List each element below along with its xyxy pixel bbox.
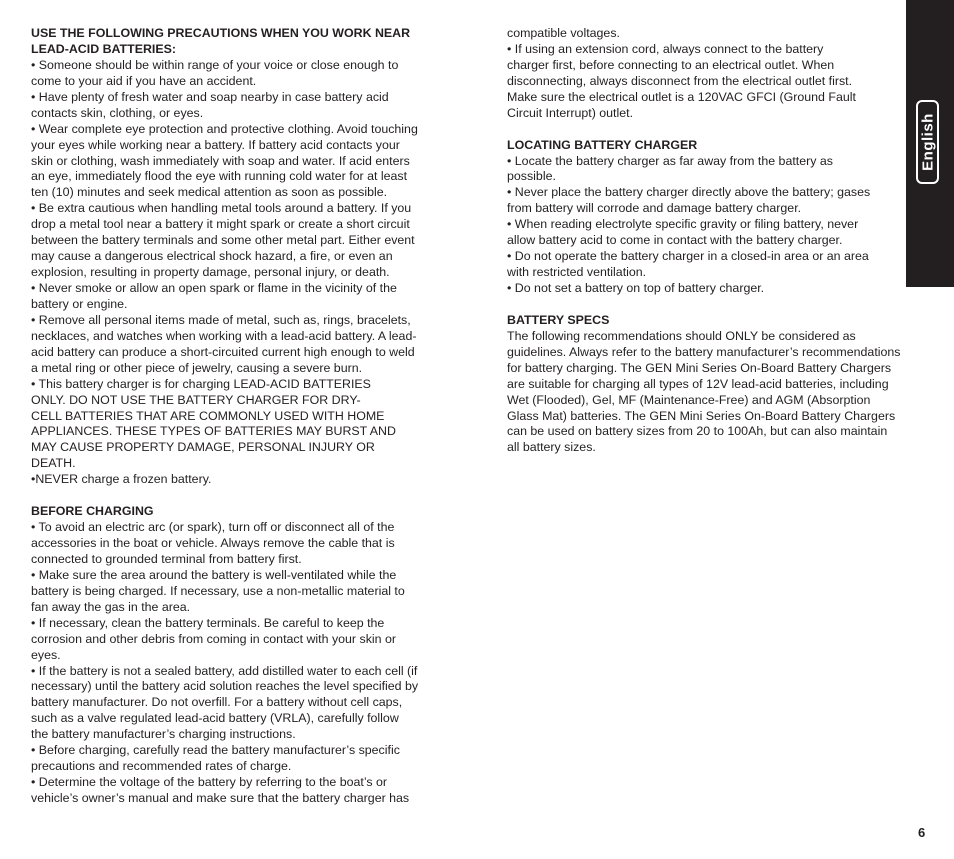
- body-text-line: • Locate the battery charger as far away from the battery as: [507, 153, 833, 168]
- section-heading-line: BEFORE CHARGING: [31, 504, 154, 519]
- body-text-line: skin or clothing, wash immediately with soap and water. If acid enters: [31, 153, 410, 168]
- body-text-line: battery manufacturer. Do not overfill. For a battery without cell caps,: [31, 695, 403, 710]
- body-text-line: accessories in the boat or vehicle. Always remove the cable that is: [31, 536, 395, 550]
- body-text-line: • To avoid an electric arc (or spark), turn off or disconnect all of the: [31, 520, 395, 535]
- body-text-line: The following recommendations should ONLY be considered as: [507, 328, 856, 343]
- paragraph-spacer: [507, 122, 932, 138]
- body-text-line: guidelines. Always refer to the battery manufacturer’s recommendations: [507, 344, 901, 359]
- body-text-line: • Do not operate the battery charger in a closed-in area or an area: [507, 249, 869, 264]
- body-text-line: necklaces, and watches when working with a lead-acid battery. A lead-: [31, 328, 417, 343]
- body-text-line: • If the battery is not a sealed battery, add distilled water to each cell (if: [31, 663, 418, 678]
- body-text-line: Make sure the electrical outlet is a 120VAC GFCI (Ground Fault: [507, 89, 856, 104]
- right-column: [507, 26, 932, 456]
- body-text-line: • If necessary, clean the battery terminals. Be careful to keep the: [31, 615, 385, 630]
- body-text-line: charger first, before connecting to an electrical outlet. When: [507, 57, 835, 72]
- body-text-line: disconnecting, always disconnect from the electrical outlet first.: [507, 73, 853, 88]
- body-text-line: allow battery acid to come in contact with the battery charger.: [507, 233, 843, 248]
- body-text-line: come to your aid if you have an accident.: [31, 73, 257, 88]
- language-label: English: [919, 113, 936, 171]
- body-text-line: your eyes while working near a battery. If battery acid contacts your: [31, 137, 400, 152]
- page-number: 6: [918, 825, 926, 840]
- body-text-line: acid battery can produce a short-circuited current high enough to weld: [31, 344, 415, 359]
- body-text-line: • Determine the voltage of the battery by referring to the boat’s or: [31, 775, 388, 790]
- body-text-line: can be used on battery sizes from 20 to 100Ah, but can also maintain: [507, 424, 888, 439]
- body-text-line: eyes.: [31, 647, 61, 662]
- left-column: [31, 26, 451, 807]
- body-text-line: with restricted ventilation.: [507, 265, 647, 280]
- body-text-line: DEATH.: [31, 456, 76, 471]
- section-heading-line: LOCATING BATTERY CHARGER: [507, 137, 698, 152]
- body-text-line: the battery manufacturer’s charging instructions.: [31, 727, 296, 742]
- body-text-line: connected to grounded terminal from battery first.: [31, 551, 302, 566]
- body-text-line: Glass Mat) batteries. The GEN Mini Series On-Board Battery Chargers: [507, 408, 896, 423]
- body-text-line: APPLIANCES. THESE TYPES OF BATTERIES MAY BURST AND: [31, 424, 396, 439]
- body-text-line: • This battery charger is for charging LEAD-ACID BATTERIES: [31, 376, 371, 391]
- body-text-line: MAY CAUSE PROPERTY DAMAGE, PERSONAL INJURY OR: [31, 440, 375, 455]
- body-text-line: fan away the gas in the area.: [31, 599, 191, 614]
- body-text-line: from battery will corrode and damage battery charger.: [507, 201, 802, 216]
- body-text-line: • Before charging, carefully read the battery manufacturer’s specific: [31, 743, 400, 758]
- body-text-line: compatible voltages.: [507, 26, 620, 40]
- body-text-line: • Remove all personal items made of metal, such as, rings, bracelets,: [31, 312, 411, 327]
- body-text-line: Wet (Flooded), Gel, MF (Maintenance-Free) and AGM (Absorption: [507, 392, 871, 407]
- section-heading-line: LEAD-ACID BATTERIES:: [31, 41, 177, 56]
- body-text-line: contacts skin, clothing, or eyes.: [31, 105, 204, 120]
- body-text-line: CELL BATTERIES THAT ARE COMMONLY USED WITH HOME: [31, 408, 385, 423]
- body-text-line: • If using an extension cord, always connect to the battery: [507, 41, 824, 56]
- paragraph-spacer: [507, 297, 932, 313]
- language-badge: [916, 100, 939, 184]
- section-heading-line: USE THE FOLLOWING PRECAUTIONS WHEN YOU WORK NEAR: [31, 26, 411, 40]
- body-text-line: • When reading electrolyte specific gravity or filing battery, never: [507, 217, 859, 232]
- body-text-line: • Be extra cautious when handling metal tools around a battery. If you: [31, 201, 412, 216]
- body-text-line: explosion, resulting in property damage, personal injury, or death.: [31, 265, 390, 280]
- body-text-line: drop a metal tool near a battery it might spark or create a short circuit: [31, 217, 410, 232]
- body-text-line: corrosion and other debris from coming in contact with your skin or: [31, 631, 396, 646]
- body-text-line: may cause a dangerous electrical shock hazard, a fire, or even an: [31, 249, 393, 264]
- body-text-line: battery or engine.: [31, 296, 128, 311]
- body-text-line: all battery sizes.: [507, 440, 596, 455]
- body-text-line: • Wear complete eye protection and protective clothing. Avoid touching: [31, 121, 418, 136]
- body-text-line: between the battery terminals and some other metal part. Either event: [31, 233, 415, 248]
- body-text-line: ONLY. DO NOT USE THE BATTERY CHARGER FOR DRY-: [31, 392, 361, 407]
- body-text-line: necessary) until the battery acid solution reaches the level specified by: [31, 679, 419, 694]
- body-text-line: •NEVER charge a frozen battery.: [31, 472, 212, 487]
- body-text-line: are suitable for charging all types of 12V lead-acid batteries, including: [507, 376, 889, 391]
- body-text-line: • Never smoke or allow an open spark or flame in the vicinity of the: [31, 281, 397, 295]
- body-text-line: Circuit Interrupt) outlet.: [507, 105, 634, 120]
- body-text-line: battery is being charged. If necessary, use a non-metallic material to: [31, 583, 405, 598]
- body-text-line: an eye, immediately flood the eye with running cold water for at least: [31, 169, 408, 184]
- body-text-line: ten (10) minutes and seek medical attention as soon as possible.: [31, 185, 388, 200]
- body-text-line: a metal ring or other piece of jewelry, causing a severe burn.: [31, 360, 363, 375]
- body-text-line: • Make sure the area around the battery is well-ventilated while the: [31, 567, 397, 582]
- section-heading-line: BATTERY SPECS: [507, 312, 610, 327]
- body-text-line: • Do not set a battery on top of battery charger.: [507, 281, 765, 295]
- body-text-line: vehicle’s owner’s manual and make sure that the battery charger has: [31, 791, 410, 805]
- body-text-line: for battery charging. The GEN Mini Series On-Board Battery Chargers: [507, 360, 892, 375]
- body-text-line: such as a valve regulated lead-acid battery (VRLA), carefully follow: [31, 711, 399, 726]
- body-text-line: possible.: [507, 169, 556, 184]
- body-text-line: • Have plenty of fresh water and soap nearby in case battery acid: [31, 89, 389, 104]
- paragraph-spacer: [31, 488, 451, 504]
- body-text-line: • Someone should be within range of your voice or close enough to: [31, 57, 399, 72]
- body-text-line: precautions and recommended rates of charge.: [31, 759, 292, 774]
- body-text-line: • Never place the battery charger directly above the battery; gases: [507, 185, 871, 200]
